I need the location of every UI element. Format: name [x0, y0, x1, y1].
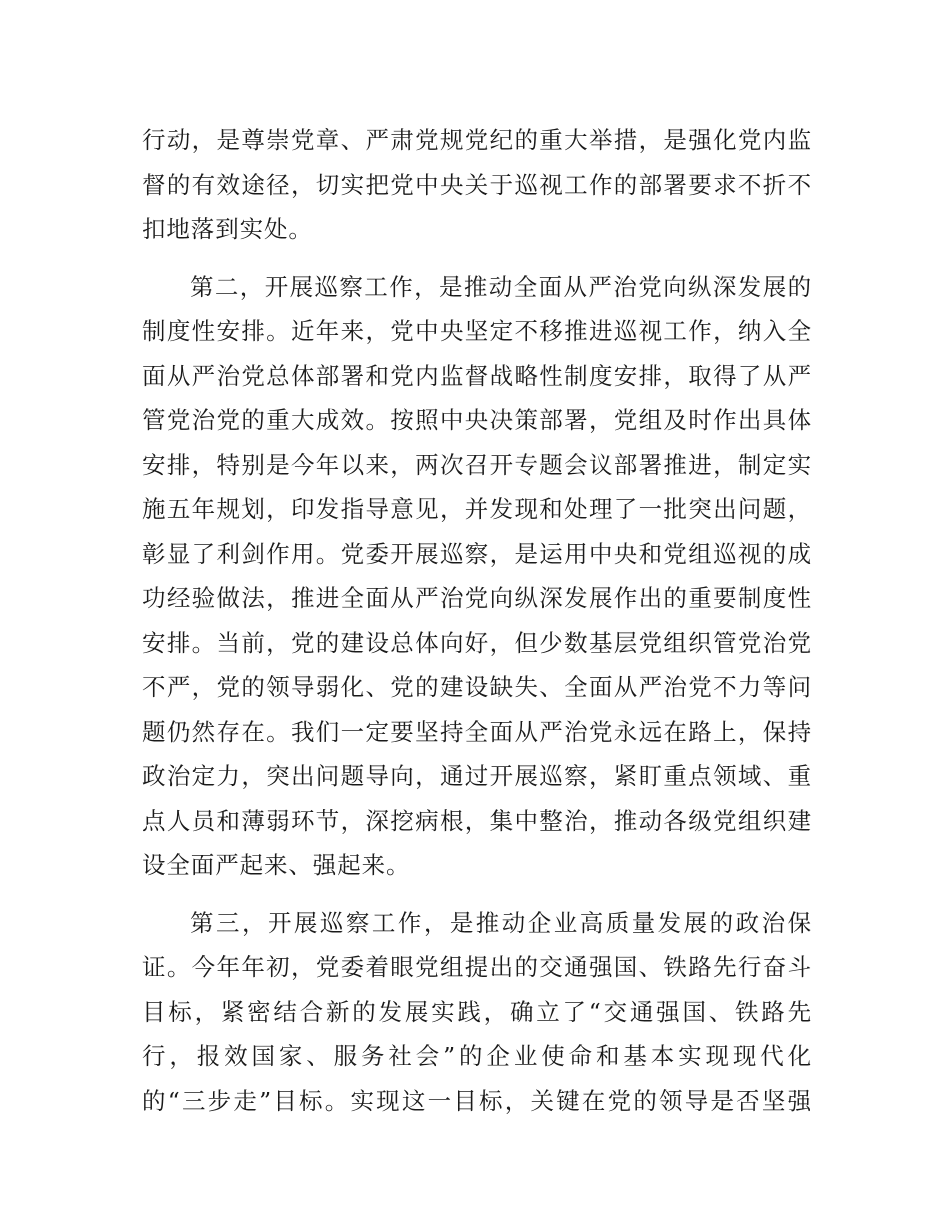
text-line: 政治定力，突出问题导向，通过开展巡察，紧盯重点领域、重 — [142, 762, 812, 790]
text-line: 功经验做法，推进全面从严治党向纵深发展作出的重要制度性 — [142, 584, 812, 612]
text-line: 设全面严起来、强起来。 — [142, 851, 411, 879]
text-line: 督的有效途径，切实把党中央关于巡视工作的部署要求不折不 — [142, 170, 812, 199]
text-line: 安排，特别是今年以来，两次召开专题会议部署推进，制定实 — [142, 450, 812, 479]
text-line: 制度性安排。近年来，党中央坚定不移推进巡视工作，纳入全 — [142, 317, 812, 345]
text-line: 第三，开展巡察工作，是推动企业高质量发展的政治保 — [190, 908, 812, 937]
text-line: 行动，是尊崇党章、严肃党规党纪的重大举措，是强化党内监 — [142, 126, 812, 154]
text-line: 第二，开展巡察工作，是推动全面从严治党向纵深发展的 — [190, 272, 812, 301]
text-line: 题仍然存在。我们一定要坚持全面从严治党永远在路上，保持 — [142, 717, 812, 746]
paragraph-spacer — [142, 888, 812, 901]
text-line: 面从严治党总体部署和党内监督战略性制度安排，取得了从严 — [142, 361, 812, 390]
paragraph-spacer — [142, 252, 812, 265]
paragraph-2 — [142, 265, 812, 888]
text-line: 管党治党的重大成效。按照中央决策部署，党组及时作出具体 — [142, 406, 812, 434]
text-line: 行，报效国家、服务社会”的企业使命和基本实现现代化 — [142, 1042, 812, 1070]
text-line: 的“三步走”目标。实现这一目标，关键在党的领导是否坚强 — [142, 1086, 812, 1115]
text-line: 安排。当前，党的建设总体向好，但少数基层党组织管党治党 — [142, 628, 812, 657]
text-line: 扣地落到实处。 — [142, 215, 313, 243]
text-line: 不严，党的领导弱化、党的建设缺失、全面从严治党不力等问 — [142, 673, 812, 701]
text-line: 目标，紧密结合新的发展实践，确立了“交通强国、铁路先 — [142, 997, 812, 1026]
text-line: 施五年规划，印发指导意见，并发现和处理了一批突出问题， — [142, 495, 812, 523]
text-line: 彰显了利剑作用。党委开展巡察，是运用中央和党组巡视的成 — [142, 539, 812, 568]
paragraph-3 — [142, 901, 812, 1124]
document-body — [142, 118, 812, 1123]
text-line: 证。今年年初，党委着眼党组提出的交通强国、铁路先行奋斗 — [142, 953, 812, 981]
paragraph-1 — [142, 118, 812, 252]
text-line: 点人员和薄弱环节，深挖病根，集中整治，推动各级党组织建 — [142, 806, 812, 835]
